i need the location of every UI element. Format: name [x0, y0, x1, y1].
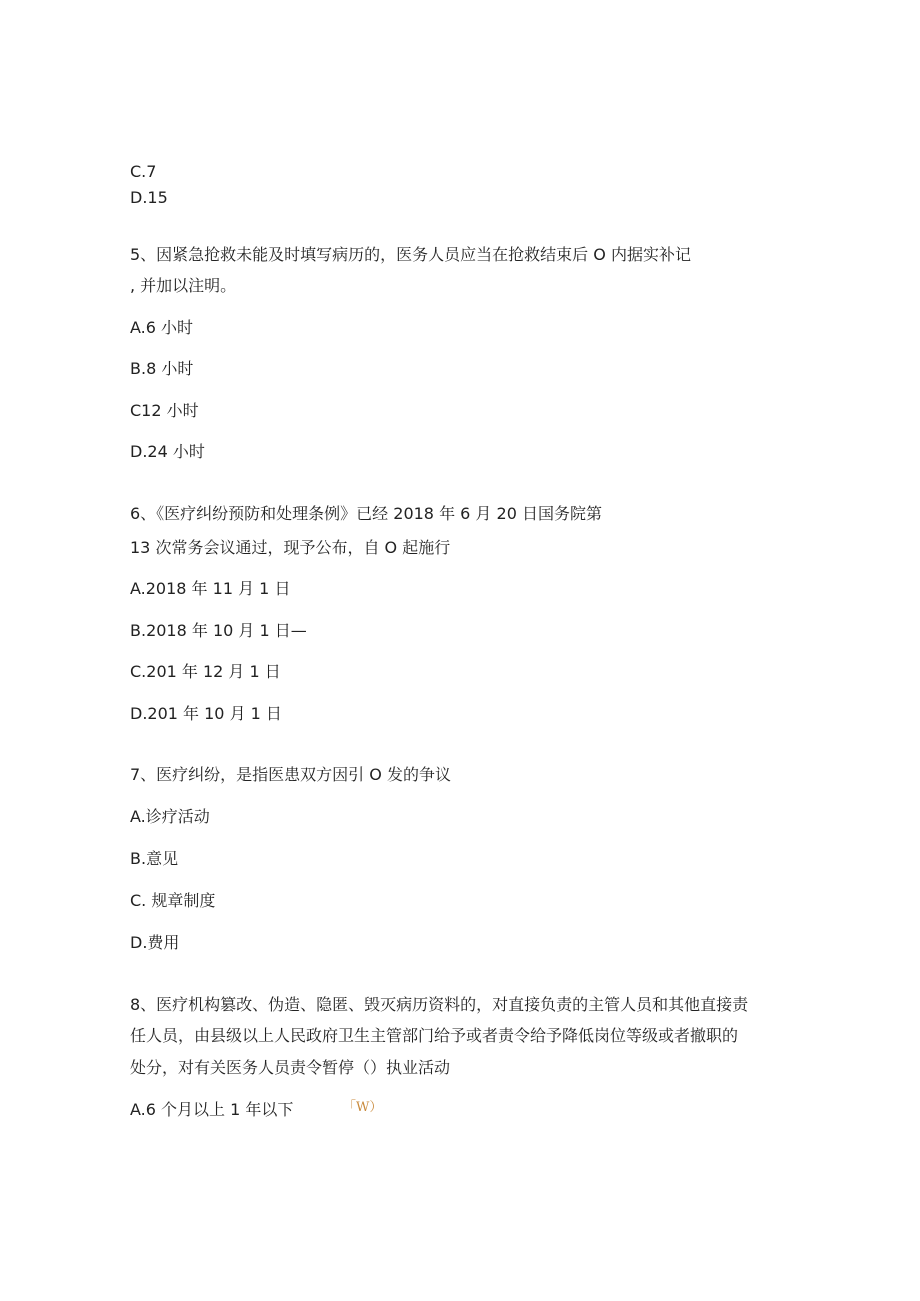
q6-stem-line-1: 6、《医疗纠纷预防和处理条例》已经 2018 年 6 月 20 日国务院第	[130, 504, 602, 523]
q6-option-c: C.201 年 12 月 1 日	[130, 662, 281, 681]
q7-stem: 7、医疗纠纷，是指医患双方因引 O 发的争议	[130, 765, 451, 784]
q5-stem-line-2: , 并加以注明。	[130, 276, 237, 295]
q6-option-a: A.2018 年 11 月 1 日	[130, 579, 291, 598]
q8-stem-line-1: 8、医疗机构篡改、伪造、隐匿、毁灭病历资料的，对直接负责的主管人员和其他直接责	[130, 995, 749, 1014]
q5-option-b: B.8 小时	[130, 359, 194, 378]
q6-option-b: B.2018 年 10 月 1 日—	[130, 621, 307, 640]
q8-stem-line-2: 任人员，由县级以上人民政府卫生主管部门给予或者责令给予降低岗位等级或者撤职的	[130, 1026, 739, 1045]
handwritten-mark: 「W）	[343, 1100, 383, 1115]
q7-option-a: A.诊疗活动	[130, 807, 210, 826]
q7-option-c: C. 规章制度	[130, 891, 216, 910]
q5-option-d: D.24 小时	[130, 442, 205, 461]
q7-option-b: B.意见	[130, 849, 179, 868]
q7-option-d: D.费用	[130, 933, 180, 952]
q4-option-c: C.7	[130, 162, 157, 181]
q8-option-a: A.6 个月以上 1 年以下	[130, 1100, 294, 1119]
q5-stem-line-1: 5、因紧急抢救未能及时填写病历的，医务人员应当在抢救结束后 O 内据实补记	[130, 245, 691, 264]
q4-option-d: D.15	[130, 188, 168, 207]
q5-option-c: C12 小时	[130, 401, 199, 420]
q8-stem-line-3: 处分，对有关医务人员责令暂停（）执业活动	[130, 1058, 451, 1077]
q5-option-a: A.6 小时	[130, 318, 194, 337]
q6-option-d: D.201 年 10 月 1 日	[130, 704, 282, 723]
q6-stem-line-2: 13 次常务会议通过，现予公布，自 O 起施行	[130, 538, 451, 557]
